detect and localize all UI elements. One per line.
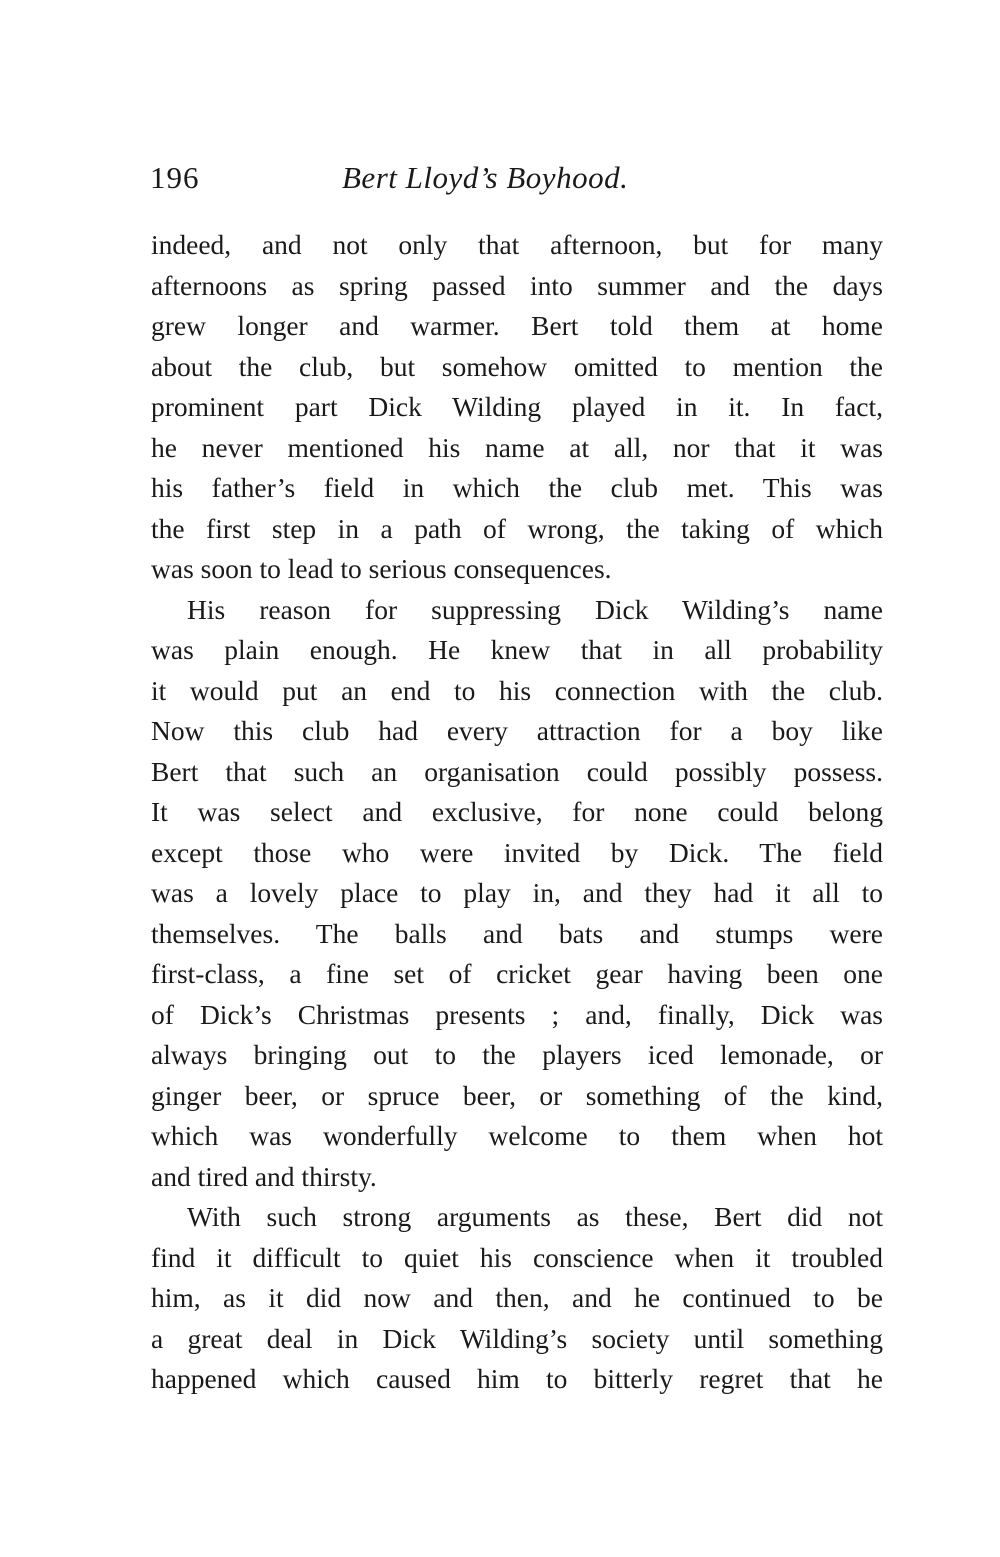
text-line: which was wonderfully welcome to them when hot — [151, 1120, 883, 1151]
text-line: except those who were invited by Dick. The field — [151, 836, 883, 868]
text-line: afternoons as spring passed into summer and the days — [151, 269, 883, 301]
text-line: grew longer and warmer. Bert told them at home — [151, 310, 883, 341]
text-line: With such strong arguments as these, Bert did not — [187, 1201, 883, 1232]
text-line: of Dick’s Christmas presents ; and, finally, Dick was — [151, 998, 883, 1030]
body-text — [151, 225, 883, 1400]
text-line: his father’s field in which the club met. This was — [151, 472, 883, 503]
text-line: and tired and thirsty. — [151, 1160, 377, 1192]
running-head — [150, 160, 885, 204]
text-line: always bringing out to the players iced lemonade, or — [151, 1039, 883, 1070]
text-line: happened which caused him to bitterly regret that he — [151, 1363, 883, 1394]
text-line: about the club, but somehow omitted to mention the — [151, 350, 883, 382]
text-line: he never mentioned his name at all, nor that it was — [151, 431, 883, 463]
text-line: Bert that such an organisation could possibly possess. — [151, 755, 883, 787]
text-line: prominent part Dick Wilding played in it. In fact, — [151, 391, 883, 422]
text-line: a great deal in Dick Wilding’s society until something — [151, 1322, 883, 1354]
text-line: the first step in a path of wrong, the taking of which — [151, 512, 883, 544]
text-line: was soon to lead to serious consequences. — [151, 553, 612, 584]
running-title: Bert Lloyd’s Boyhood. — [342, 160, 629, 195]
text-line: ginger beer, or spruce beer, or something of the kind, — [151, 1079, 883, 1111]
paragraph-3 — [151, 1197, 883, 1400]
text-line: was a lovely place to play in, and they had it all to — [151, 877, 883, 908]
paragraph-2 — [151, 590, 883, 1198]
paragraph-1 — [151, 225, 883, 590]
text-line: themselves. The balls and bats and stumps were — [151, 917, 883, 949]
text-line: it would put an end to his connection with the club. — [151, 674, 883, 706]
text-line: was plain enough. He knew that in all probability — [151, 634, 883, 665]
text-line: him, as it did now and then, and he continued to be — [151, 1282, 883, 1313]
text-line: first-class, a fine set of cricket gear having been one — [151, 958, 883, 989]
text-line: Now this club had every attraction for a boy like — [151, 715, 883, 746]
page-number: 196 — [150, 160, 200, 195]
text-line: His reason for suppressing Dick Wilding’s name — [187, 593, 883, 625]
text-line: find it difficult to quiet his conscience when it troubled — [151, 1241, 883, 1273]
text-line: indeed, and not only that afternoon, but for many — [151, 229, 883, 260]
text-line: It was select and exclusive, for none could belong — [151, 796, 883, 827]
